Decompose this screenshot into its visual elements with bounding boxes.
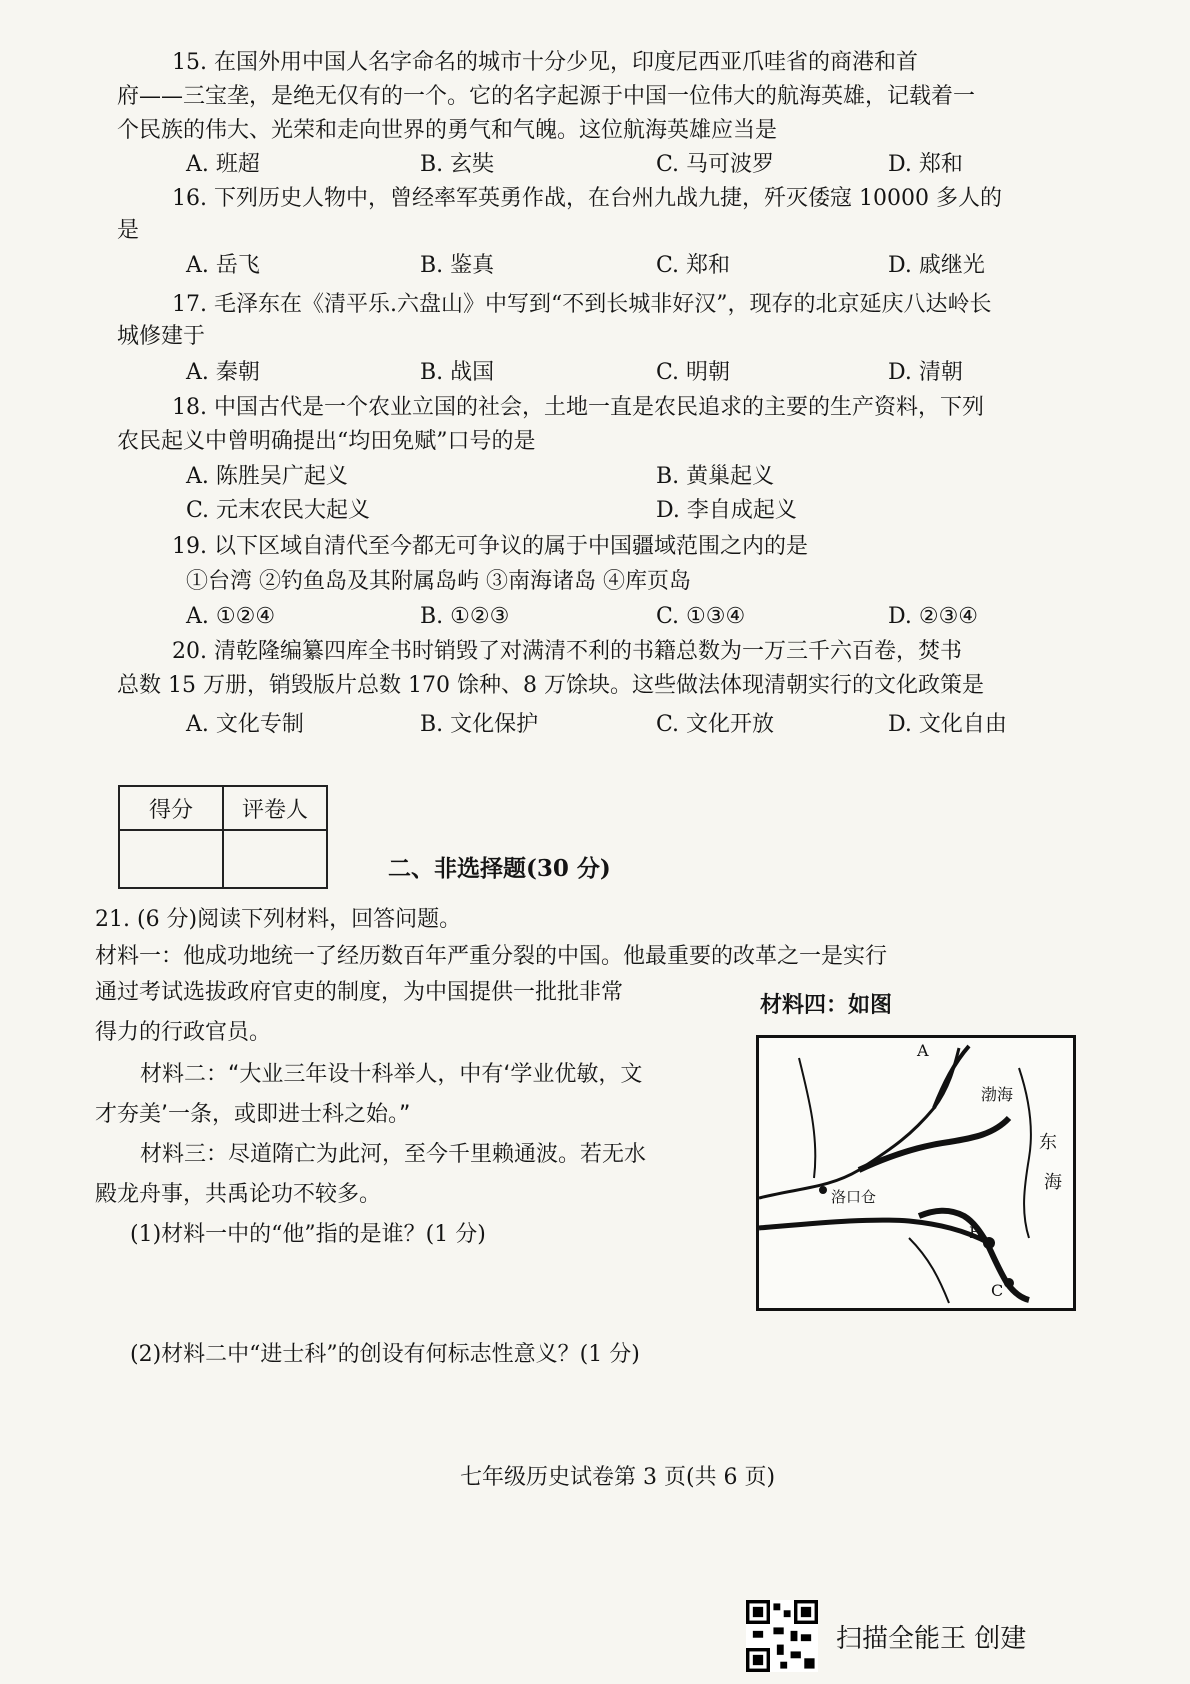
q15-option-c: C. 马可波罗 bbox=[656, 152, 775, 177]
q15-option-a: A. 班超 bbox=[186, 152, 260, 177]
q18-option-c: C. 元末农民大起义 bbox=[186, 498, 371, 523]
q18-stem-line1: 18. 中国古代是一个农业立国的社会，土地一直是农民追求的主要的生产资料，下列 bbox=[172, 395, 984, 420]
q19-option-a: A. ①②④ bbox=[186, 604, 276, 629]
q21-stem: 21. (6 分)阅读下列材料，回答问题。 bbox=[95, 907, 462, 932]
q17-option-c: C. 明朝 bbox=[656, 360, 731, 385]
map-label-east1: 东 bbox=[1039, 1132, 1057, 1153]
q17-option-d: D. 清朝 bbox=[888, 360, 963, 385]
q19-option-d: D. ②③④ bbox=[888, 604, 979, 629]
q21-material2-line2: 才夯美’一条，或即进士科之始。” bbox=[95, 1102, 411, 1127]
score-cell[interactable] bbox=[119, 830, 223, 888]
q19-option-c: C. ①③④ bbox=[656, 604, 746, 629]
map-label-a: A bbox=[917, 1041, 929, 1060]
q17-option-a: A. 秦朝 bbox=[186, 360, 260, 385]
q20-stem-line1: 20. 清乾隆编纂四库全书时销毁了对满清不利的书籍总数为一万三千六百卷，焚书 bbox=[172, 639, 962, 664]
river-south bbox=[909, 1238, 949, 1303]
q16-stem-line2: 是 bbox=[117, 218, 140, 243]
page-footer: 七年级历史试卷第 3 页(共 6 页) bbox=[460, 1465, 776, 1490]
coastline bbox=[1019, 1068, 1031, 1238]
qr-code-icon bbox=[746, 1600, 818, 1672]
q16-option-a: A. 岳飞 bbox=[186, 253, 260, 278]
q18-option-b: B. 黄巢起义 bbox=[656, 464, 775, 489]
q16-option-c: C. 郑和 bbox=[656, 253, 731, 278]
q21-material4-label: 材料四：如图 bbox=[760, 992, 893, 1018]
q20-option-c: C. 文化开放 bbox=[656, 712, 775, 737]
q16-option-d: D. 戚继光 bbox=[888, 253, 985, 278]
q21-material1-line2: 通过考试选拔政府官吏的制度，为中国提供一批批非常 bbox=[95, 980, 624, 1005]
map-label-b: B bbox=[969, 1223, 981, 1242]
q20-option-d: D. 文化自由 bbox=[888, 712, 1007, 737]
q18-option-d: D. 李自成起义 bbox=[656, 498, 797, 523]
q20-stem-line2: 总数 15 万册，销毁版片总数 170 馀种、8 万馀块。这些做法体现清朝实行的文化政策是 bbox=[117, 673, 984, 698]
map-label-bohai: 渤海 bbox=[981, 1085, 1014, 1104]
map-label-east2: 海 bbox=[1044, 1172, 1062, 1193]
q17-option-b: B. 战国 bbox=[420, 360, 495, 385]
q18-option-a: A. 陈胜吴广起义 bbox=[186, 464, 348, 489]
river-upper bbox=[759, 1048, 959, 1198]
map-label-luokoucang: 洛口仓 bbox=[831, 1188, 877, 1206]
q21-material2-line1: 材料二：“大业三年设十科举人，中有‘学业优敏，文 bbox=[140, 1062, 643, 1087]
q20-option-b: B. 文化保护 bbox=[420, 712, 539, 737]
score-table bbox=[118, 785, 328, 889]
q21-material3-line1: 材料三：尽道隋亡为此河，至今千里赖通波。若无水 bbox=[140, 1142, 647, 1167]
q21-material1-line1: 材料一：他成功地统一了经历数百年严重分裂的中国。他最重要的改革之一是实行 bbox=[95, 944, 888, 969]
q21-subquestion1: (1)材料一中的“他”指的是谁？(1 分) bbox=[130, 1222, 486, 1247]
q16-stem-line1: 16. 下列历史人物中，曾经率军英勇作战，在台州九战九捷，歼灭倭寇 10000 多人的 bbox=[172, 186, 1002, 211]
section2-title: 二、非选择题(30 分) bbox=[388, 855, 611, 882]
q20-option-a: A. 文化专制 bbox=[186, 712, 304, 737]
river-middle bbox=[759, 1220, 989, 1243]
q15-stem-line3: 个民族的伟大、光荣和走向世界的勇气和气魄。这位航海英雄应当是 bbox=[117, 118, 778, 143]
q21-material3-line2: 殿龙舟事，共禹论功不较多。 bbox=[95, 1182, 382, 1207]
river-west bbox=[799, 1058, 815, 1178]
map-label-c: C bbox=[991, 1281, 1004, 1300]
q15-option-d: D. 郑和 bbox=[888, 152, 963, 177]
map-drawing bbox=[759, 1038, 1073, 1308]
q17-stem-line1: 17. 毛泽东在《清平乐.六盘山》中写到“不到长城非好汉”，现存的北京延庆八达岭长 bbox=[172, 292, 992, 317]
q16-option-b: B. 鉴真 bbox=[420, 253, 495, 278]
q15-stem-line1: 15. 在国外用中国人名字命名的城市十分少见，印度尼西亚爪哇省的商港和首 bbox=[172, 50, 918, 75]
q19-stem-line2: ①台湾 ②钓鱼岛及其附属岛屿 ③南海诸岛 ④库页岛 bbox=[186, 569, 691, 594]
grand-canal-map bbox=[756, 1035, 1076, 1311]
q19-option-b: B. ①②③ bbox=[420, 604, 510, 629]
q18-stem-line2: 农民起义中曾明确提出“均田免赋”口号的是 bbox=[117, 429, 536, 454]
scanner-watermark: 扫描全能王 创建 bbox=[836, 1624, 1027, 1654]
q17-stem-line2: 城修建于 bbox=[117, 324, 206, 349]
grader-cell[interactable] bbox=[223, 830, 327, 888]
score-header: 得分 bbox=[119, 786, 223, 830]
q15-option-b: B. 玄奘 bbox=[420, 152, 495, 177]
q19-stem-line1: 19. 以下区域自清代至今都无可争议的属于中国疆域范围之内的是 bbox=[172, 534, 808, 559]
q21-material1-line3: 得力的行政官员。 bbox=[95, 1020, 272, 1045]
q15-stem-line2: 府——三宝垄，是绝无仅有的一个。它的名字起源于中国一位伟大的航海英雄，记载着一 bbox=[117, 84, 976, 109]
river-yellow bbox=[859, 1118, 1009, 1170]
point-luokoucang bbox=[819, 1186, 827, 1194]
point-b bbox=[983, 1237, 995, 1249]
q21-subquestion2: (2)材料二中“进士科”的创设有何标志性意义？(1 分) bbox=[130, 1342, 640, 1367]
point-c bbox=[1004, 1278, 1014, 1288]
grader-header: 评卷人 bbox=[223, 786, 327, 830]
